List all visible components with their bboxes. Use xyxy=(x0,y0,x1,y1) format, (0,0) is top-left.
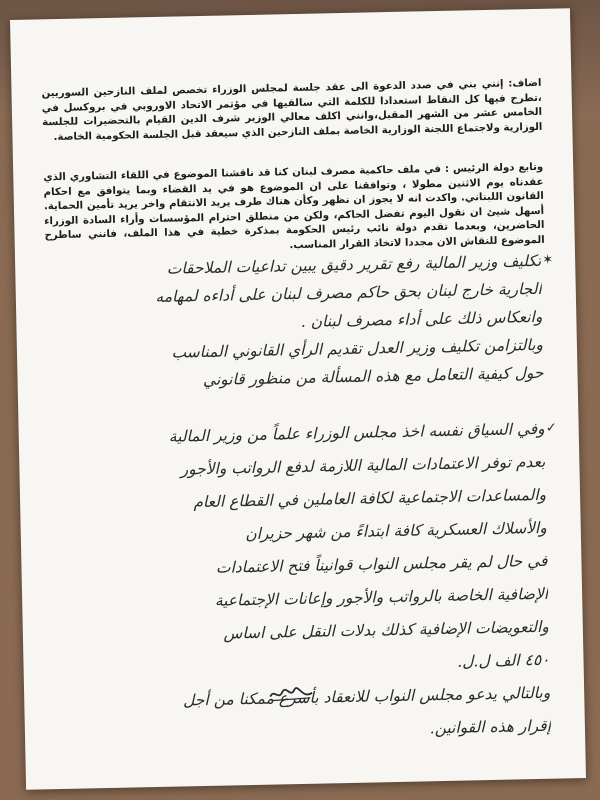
handwritten-line: تكليف وزير المالية رفع تقرير دقيق يبين تداعيات الملاحقات xyxy=(166,251,542,278)
handwritten-line: والمساعدات الاجتماعية لكافة العاملين في القطاع العام xyxy=(193,485,547,512)
handwritten-line: وبالتزامن تكليف وزير العدل تقديم الرأي القانوني المناسب xyxy=(171,335,544,362)
check-mark-icon: ✓ xyxy=(545,420,557,436)
handwritten-block-1 xyxy=(55,247,544,397)
handwritten-line: إقرار هذه القوانين. xyxy=(429,716,552,738)
handwritten-line: بعدم توفر الاعتمادات المالية اللازمة لدفع الرواتب والأجور xyxy=(180,452,546,479)
handwritten-line: الجارية خارج لبنان بحق حاكم مصرف لبنان على أداءه لمهامه xyxy=(155,279,542,306)
typed-paragraph-1: اضاف: إنني بني في صدد الدعوة الى عقد جلسة لمجلس الوزراء تخصص لملف النازحين السوريين ،تطرح فيها كل النقاط استعدادا للكلمة التي سالقيها في مؤتمر الاتحاد الاوروبي في بروكسل في الخامس عشر من الشهر المقبل،وانني اكلف معالي الوزير شرف الدين القيام بالتحضيرات للجلسة الوزارية ولاجتماع اللجنة الوزارية الخاصة بملف النازحين الذي سيعقد قبل الجلسة الحكومية الخاصة. xyxy=(41,78,543,143)
typed-paragraph-2: وتابع دولة الرئيس : في ملف حاكمية مصرف لبنان كنا قد ناقشنا الموضوع في اللقاء التشاوري الذي عقدناه يوم الاثنين مطولا ، وتوافقنا على ان الموضوع هو في يد القضاء وبما يتوافق مع احكام القانون اللبناني. واكدت انه لا يجوز ان نظهر وكأن هناك طرف يريد الانتقام واخر يريد تأمين الحماية. أسهل شيئ ان نقول اليوم تفضل الحاكم، ولكن من منطلق احترام المؤسسات وأراء السادة الوزراء الحاضرين، وبعدما تقدم دولة نائب رئيس الحكومة بمذكرة خطية في هذا الملف، فانني ساطرح الموضوع للنقاش الان مجددا لاتخاذ القرار المناسب. xyxy=(43,162,545,251)
handwritten-line: وفي السياق نفسه اخذ مجلس الوزراء علماً من وزير المالية xyxy=(168,419,545,446)
handwritten-line: في حال لم يقر مجلس النواب قوانيناً فتح الاعتمادات xyxy=(215,551,548,577)
handwritten-line: والتعويضات الإضافية كذلك بدلات النقل على اساس xyxy=(223,617,550,643)
handwritten-line: وبالتالي يدعو مجلس النواب للانعقاد بأسرع ممكنا من أجل xyxy=(182,683,551,710)
bullet-star-icon: ✶ xyxy=(542,252,554,268)
handwritten-line: الإضافية الخاصة بالرواتب والأجور وإعانات الإجتماعية xyxy=(214,584,549,610)
document-page xyxy=(10,8,586,790)
handwritten-line: حول كيفية التعامل مع هذه المسألة من منظور قانوني xyxy=(202,363,544,389)
handwritten-line: وانعكاس ذلك على أداء مصرف لبنان . xyxy=(300,307,543,331)
signature-scribble-icon xyxy=(268,684,314,705)
handwritten-line: والأسلاك العسكرية كافة ابتداءً من شهر حزيران xyxy=(245,518,547,544)
handwritten-line: ٤٥٠ الف ل.ل. xyxy=(457,650,550,671)
